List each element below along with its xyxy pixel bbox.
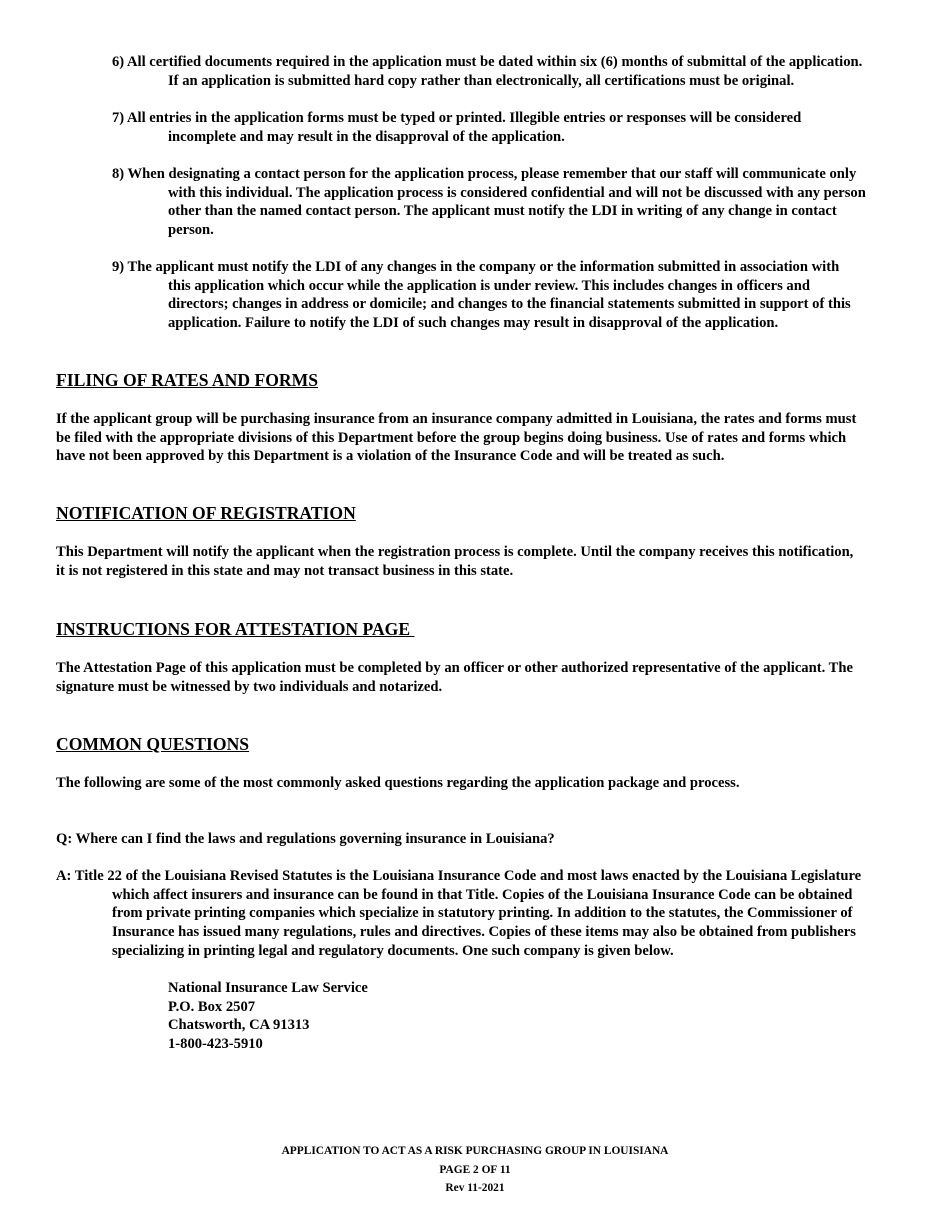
answer-text [56, 867, 898, 961]
answer-line: which affect insurers and insurance can be found in that Title. Copies of the Louisiana Insurance Code can be obtained [112, 886, 853, 903]
item-text: directors; changes in address or domicile; and changes to the financial statements submitted in support of this [168, 296, 851, 313]
contact-address-block [168, 979, 568, 1054]
page-footer [0, 1142, 950, 1198]
item-text: application. Failure to notify the LDI of such changes may result in disapproval of the application. [168, 315, 779, 332]
phone-number: 1-800-423-5910 [168, 1036, 263, 1053]
item-text: 6) All certified documents required in the application must be dated within six (6) months of submittal of the application. [112, 54, 863, 70]
instruction-item-7 [112, 109, 902, 146]
item-text: other than the named contact person. The applicant must notify the LDI in writing of any change in contact [168, 203, 837, 220]
answer-line: specializing in printing legal and regulatory documents. One such company is given below. [112, 942, 674, 959]
section-paragraph-filing [56, 410, 898, 466]
section-paragraph-notification [56, 543, 898, 580]
po-box: P.O. Box 2507 [168, 998, 256, 1015]
question-text: Q: Where can I find the laws and regulations governing insurance in Louisiana? [56, 831, 555, 847]
answer-line: Insurance has issued many regulations, rules and directives. Copies of these items may also be obtained from publishers [112, 924, 856, 941]
section-heading-attestation: INSTRUCTIONS FOR ATTESTATION PAGE [56, 619, 415, 639]
common-questions-intro: The following are some of the most commonly asked questions regarding the application package and process. [56, 775, 740, 791]
instruction-item-6 [112, 53, 902, 90]
item-text: 9) The applicant must notify the LDI of any changes in the company or the information submitted in association with [112, 259, 840, 275]
instruction-item-8 [112, 165, 902, 240]
city-state-zip: Chatsworth, CA 91313 [168, 1017, 310, 1034]
footer-page-number: PAGE 2 OF 11 [439, 1163, 511, 1176]
instruction-item-9 [112, 258, 902, 333]
footer-title: APPLICATION TO ACT AS A RISK PURCHASING GROUP IN LOUISIANA [281, 1145, 669, 1157]
item-text: person. [168, 222, 214, 239]
paragraph-line: This Department will notify the applicant when the registration process is complete. Until the company receives this notification, [56, 544, 854, 560]
answer-line: A: Title 22 of the Louisiana Revised Statutes is the Louisiana Insurance Code and most laws enacted by the Louisiana Legislature [56, 868, 862, 884]
item-text: incomplete and may result in the disapproval of the application. [168, 128, 565, 145]
footer-revision: Rev 11-2021 [445, 1182, 505, 1195]
paragraph-line: If the applicant group will be purchasing insurance from an insurance company admitted in Louisiana, the rates and forms must [56, 411, 857, 427]
paragraph-line: have not been approved by this Department is a violation of the Insurance Code and will be treated as such. [56, 448, 725, 465]
item-text: with this individual. The application process is considered confidential and will not be discussed with any person [168, 184, 866, 201]
paragraph-line: be filed with the appropriate divisions of this Department before the group begins doing business. Use of rates and forms which [56, 429, 847, 446]
item-text: If an application is submitted hard copy rather than electronically, all certifications must be original. [168, 72, 795, 89]
item-text: 7) All entries in the application forms must be typed or printed. Illegible entries or responses will be considered [112, 110, 802, 126]
paragraph-line: it is not registered in this state and may not transact business in this state. [56, 562, 514, 579]
section-heading-notification: NOTIFICATION OF REGISTRATION [56, 503, 356, 523]
section-heading-common-questions: COMMON QUESTIONS [56, 734, 250, 754]
answer-line: from private printing companies which specialize in statutory printing. In addition to the statutes, the Commissioner of [112, 905, 853, 922]
section-heading-filing: FILING OF RATES AND FORMS [56, 370, 318, 390]
paragraph-line: The Attestation Page of this application must be completed by an officer or other authorized representative of the applicant. The [56, 660, 853, 676]
paragraph-line: signature must be witnessed by two individuals and notarized. [56, 678, 443, 695]
item-text: this application which occur while the application is under review. This includes changes in officers and [168, 277, 810, 294]
section-paragraph-attestation [56, 659, 898, 696]
company-name: National Insurance Law Service [168, 980, 368, 996]
item-text: 8) When designating a contact person for the application process, please remember that our staff will communicate only [112, 166, 857, 182]
